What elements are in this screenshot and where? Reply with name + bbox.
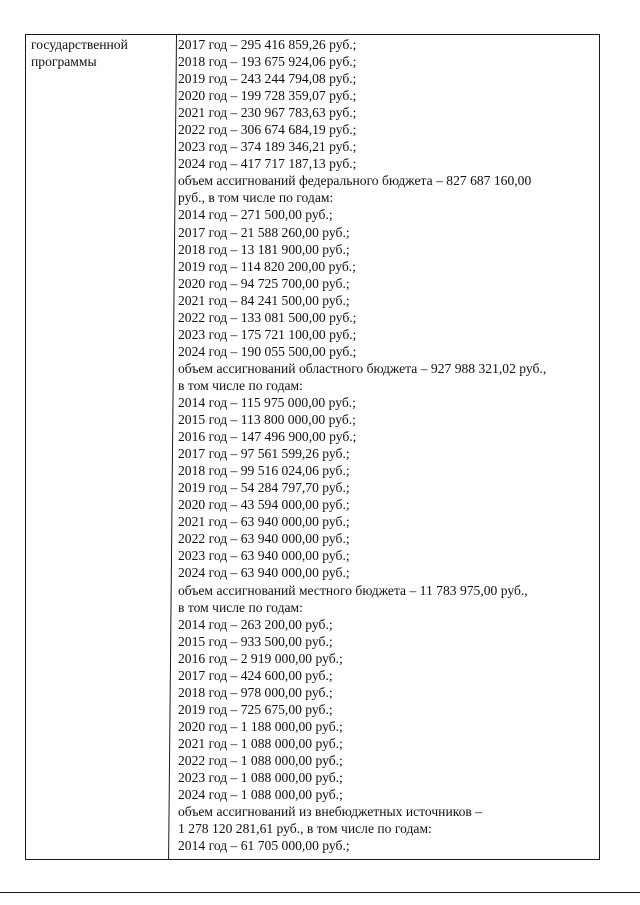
funding-line: 2017 год – 21 588 260,00 руб.; xyxy=(178,224,350,240)
funding-line: 2022 год – 1 088 000,00 руб.; xyxy=(178,752,343,768)
funding-line: 2014 год – 61 705 000,00 руб.; xyxy=(178,838,350,854)
funding-line: 2018 год – 978 000,00 руб.; xyxy=(178,684,333,700)
funding-line: 2018 год – 13 181 900,00 руб.; xyxy=(178,241,350,257)
funding-line: 2016 год – 2 919 000,00 руб.; xyxy=(178,650,343,666)
funding-line: 2014 год – 115 975 000,00 руб.; xyxy=(178,394,356,410)
funding-line: 2018 год – 99 516 024,06 руб.; xyxy=(178,463,350,479)
funding-line: 2019 год – 725 675,00 руб.; xyxy=(178,701,333,717)
funding-line: 2019 год – 54 284 797,70 руб.; xyxy=(178,480,350,496)
funding-line: 2017 год – 97 561 599,26 руб.; xyxy=(178,446,350,462)
row-label-cell xyxy=(31,37,173,71)
funding-line: 2016 год – 147 496 900,00 руб.; xyxy=(178,429,357,445)
funding-line: 2017 год – 424 600,00 руб.; xyxy=(178,667,333,683)
funding-line: объем ассигнований из внебюджетных источников – xyxy=(178,804,483,820)
funding-line: 2020 год – 1 188 000,00 руб.; xyxy=(178,718,343,734)
funding-line: 2024 год – 417 717 187,13 руб.; xyxy=(178,156,357,172)
funding-line: 2024 год – 1 088 000,00 руб.; xyxy=(178,787,343,803)
funding-line: 2020 год – 94 725 700,00 руб.; xyxy=(178,275,350,291)
funding-line: 2021 год – 230 967 783,63 руб.; xyxy=(178,105,357,121)
funding-line: 2021 год – 84 241 500,00 руб.; xyxy=(178,292,350,308)
funding-line: 2019 год – 114 820 200,00 руб.; xyxy=(178,258,356,274)
funding-table xyxy=(25,34,600,860)
funding-line: 2014 год – 263 200,00 руб.; xyxy=(178,616,333,632)
funding-line: 2015 год – 113 800 000,00 руб.; xyxy=(178,412,356,428)
funding-line: 2014 год – 271 500,00 руб.; xyxy=(178,207,333,223)
funding-line: 1 278 120 281,61 руб., в том числе по годам: xyxy=(178,821,432,837)
column-divider xyxy=(168,35,177,859)
funding-line: 2023 год – 63 940 000,00 руб.; xyxy=(178,548,350,564)
funding-line: объем ассигнований областного бюджета – 927 988 321,02 руб., xyxy=(178,360,547,376)
funding-line: 2020 год – 43 594 000,00 руб.; xyxy=(178,497,350,513)
page-bottom-rule xyxy=(0,892,640,893)
funding-line: 2024 год – 63 940 000,00 руб.; xyxy=(178,565,350,581)
funding-line: 2017 год – 295 416 859,26 руб.; xyxy=(178,37,357,52)
funding-line: в том числе по годам: xyxy=(178,599,303,615)
funding-line: 2021 год – 63 940 000,00 руб.; xyxy=(178,514,350,530)
funding-line: 2018 год – 193 675 924,06 руб.; xyxy=(178,54,357,70)
funding-line: 2022 год – 63 940 000,00 руб.; xyxy=(178,531,350,547)
funding-line: объем ассигнований федерального бюджета – 827 687 160,00 xyxy=(178,173,532,189)
row-label-line: программы xyxy=(31,53,97,69)
funding-line: объем ассигнований местного бюджета – 11 783 975,00 руб., xyxy=(178,582,528,598)
funding-line: 2022 год – 306 674 684,19 руб.; xyxy=(178,122,357,138)
funding-line: 2019 год – 243 244 794,08 руб.; xyxy=(178,71,357,87)
funding-line: 2015 год – 933 500,00 руб.; xyxy=(178,633,333,649)
row-label-line: государственной xyxy=(31,37,128,52)
funding-line: 2023 год – 1 088 000,00 руб.; xyxy=(178,770,343,786)
funding-line: 2020 год – 199 728 359,07 руб.; xyxy=(178,88,357,104)
funding-line: в том числе по годам: xyxy=(178,377,303,393)
funding-line: руб., в том числе по годам: xyxy=(178,190,334,206)
funding-line: 2023 год – 374 189 346,21 руб.; xyxy=(178,139,357,155)
funding-line: 2023 год – 175 721 100,00 руб.; xyxy=(178,326,357,342)
funding-line: 2022 год – 133 081 500,00 руб.; xyxy=(178,309,357,325)
funding-details-cell xyxy=(178,36,596,854)
funding-line: 2024 год – 190 055 500,00 руб.; xyxy=(178,343,357,359)
funding-line: 2021 год – 1 088 000,00 руб.; xyxy=(178,735,343,751)
